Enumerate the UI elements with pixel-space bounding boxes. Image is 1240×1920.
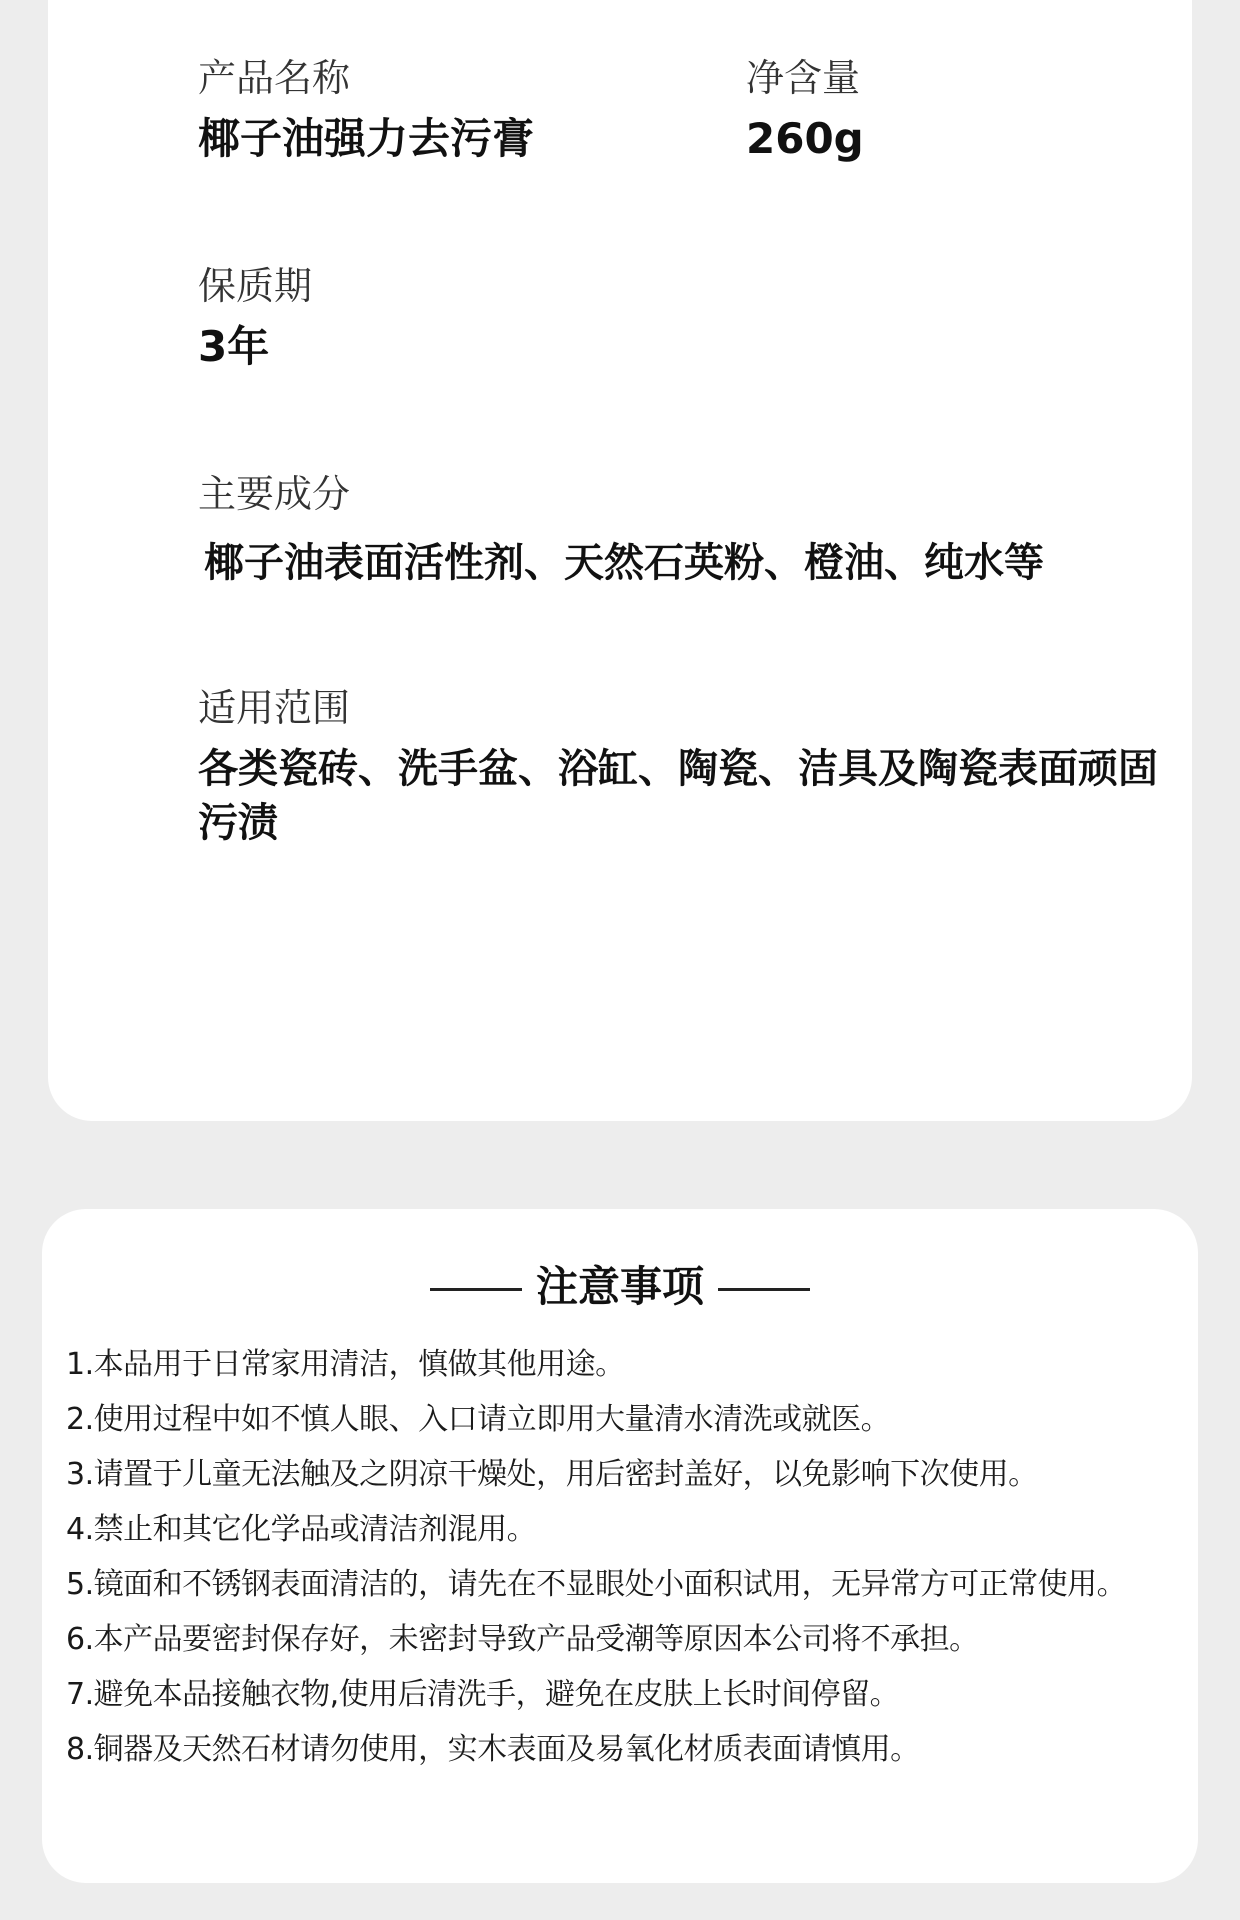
- notice-item: 3.请置于儿童无法触及之阴凉干燥处，用后密封盖好，以免影响下次使用。: [66, 1457, 1038, 1492]
- notice-item: 1.本品用于日常家用清洁，慎做其他用途。: [66, 1347, 625, 1382]
- product-name-field: [198, 54, 534, 166]
- scope-value: 各类瓷砖、洗手盆、浴缸、陶瓷、洁具及陶瓷表面顽固污渍: [198, 746, 1158, 846]
- notice-item: 5.镜面和不锈钢表面清洁的，请先在不显眼处小面积试用，无异常方可正常使用。: [66, 1567, 1127, 1602]
- notice-item: 8.铜器及天然石材请勿使用，实木表面及易氧化材质表面请慎用。: [66, 1732, 920, 1767]
- right-dash-decoration: [718, 1288, 810, 1291]
- product-name-label: 产品名称: [198, 56, 351, 100]
- product-info-card: [48, 0, 1192, 1121]
- scope-field: [198, 684, 1158, 850]
- notice-item: 4.禁止和其它化学品或清洁剂混用。: [66, 1512, 537, 1547]
- scope-label: 适用范围: [198, 686, 351, 730]
- product-name-value: 椰子油强力去污膏: [198, 114, 535, 163]
- notice-item: 6.本产品要密封保存好，未密封导致产品受潮等原因本公司将不承担。: [66, 1622, 979, 1657]
- notice-title: 注意事项: [535, 1262, 704, 1311]
- notice-item: 7.避免本品接触衣物,使用后清洗手，避免在皮肤上长时间停留。: [66, 1677, 900, 1712]
- net-content-label: 净含量: [746, 56, 861, 100]
- shelf-life-field: [198, 262, 312, 374]
- notice-heading: [42, 1259, 1198, 1315]
- notice-list: [66, 1337, 1192, 1777]
- net-content-value: 260g: [746, 114, 864, 163]
- left-dash-decoration: [430, 1288, 522, 1291]
- notice-item: 2.使用过程中如不慎人眼、入口请立即用大量清水清洗或就医。: [66, 1402, 891, 1437]
- notice-card: [42, 1209, 1198, 1883]
- ingredients-label: 主要成分: [198, 472, 351, 516]
- ingredients-field: [198, 470, 1044, 590]
- net-content-field: [746, 54, 864, 166]
- ingredients-value: 椰子油表面活性剂、天然石英粉、橙油、纯水等: [204, 540, 1044, 586]
- shelf-life-label: 保质期: [198, 264, 313, 308]
- shelf-life-value: 3年: [198, 322, 270, 371]
